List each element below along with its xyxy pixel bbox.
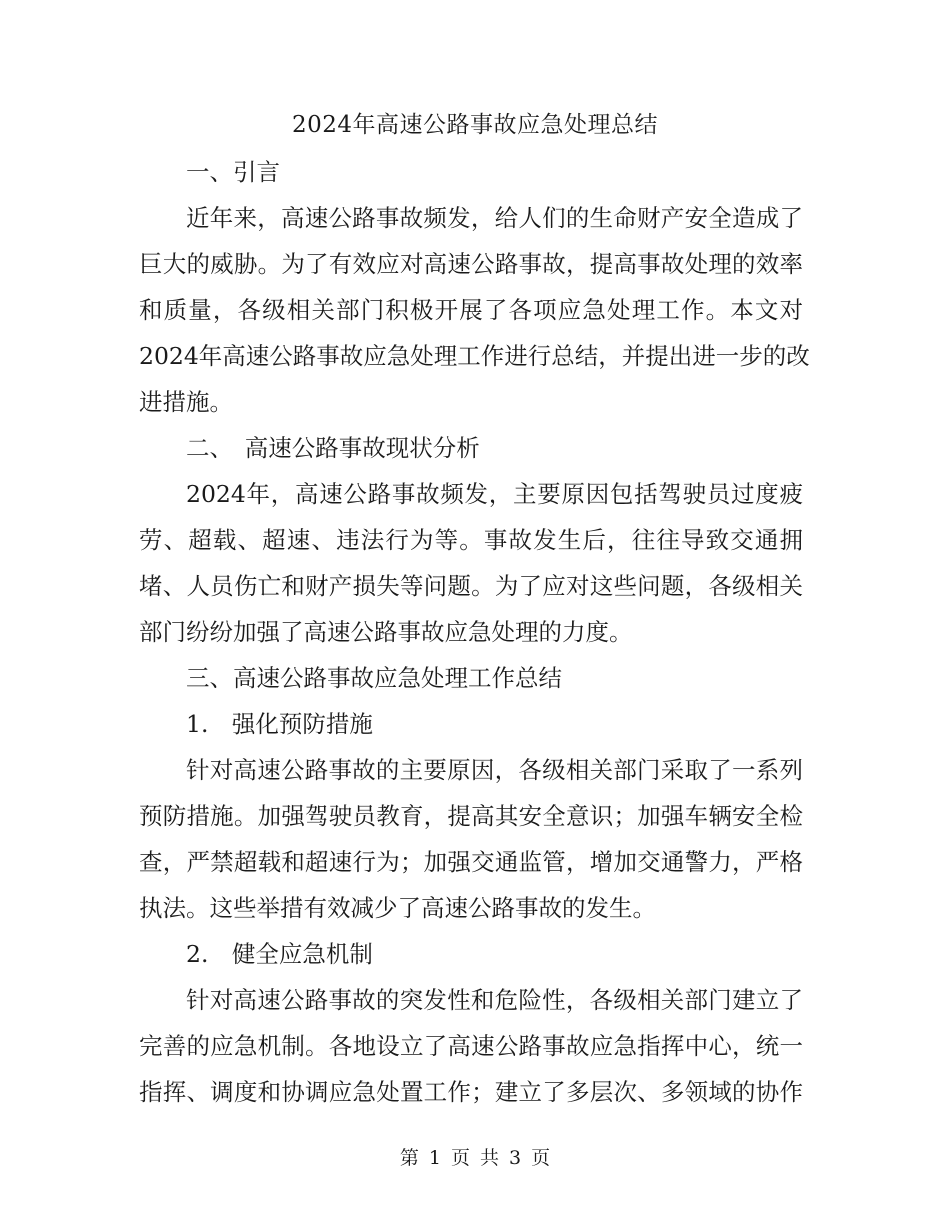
paragraph-line: 2024年高速公路事故应急处理工作进行总结，并提出进一步的改	[139, 342, 810, 370]
paragraph-line: 劳、超载、超速、违法行为等。事故发生后，往往导致交通拥	[139, 526, 803, 554]
subsection-heading-emergency-mechanism: 2. 健全应急机制	[186, 940, 373, 968]
paragraph-line: 针对高速公路事故的主要原因，各级相关部门采取了一系列	[186, 756, 803, 784]
document-body	[139, 149, 810, 1115]
subsection-heading-prevention: 1. 强化预防措施	[186, 710, 373, 738]
section-heading-status-analysis: 二、 高速公路事故现状分析	[186, 434, 480, 462]
section-heading-work-summary: 三、高速公路事故应急处理工作总结	[186, 664, 562, 692]
paragraph-line: 巨大的威胁。为了有效应对高速公路事故，提高事故处理的效率	[139, 250, 803, 278]
paragraph-line: 和质量，各级相关部门积极开展了各项应急处理工作。本文对	[139, 296, 803, 324]
paragraph-line: 查，严禁超载和超速行为；加强交通监管，增加交通警力，严格	[139, 848, 803, 876]
section-heading-introduction: 一、引言	[186, 158, 280, 186]
paragraph-line: 堵、人员伤亡和财产损失等问题。为了应对这些问题，各级相关	[139, 572, 803, 600]
page-number-footer: 第 1 页 共 3 页	[399, 1147, 551, 1169]
paragraph-line: 指挥、调度和协调应急处置工作；建立了多层次、多领域的协作	[139, 1078, 803, 1106]
paragraph-line: 预防措施。加强驾驶员教育，提高其安全意识；加强车辆安全检	[139, 802, 803, 830]
paragraph-line: 进措施。	[139, 388, 233, 416]
paragraph-line: 部门纷纷加强了高速公路事故应急处理的力度。	[139, 618, 633, 646]
paragraph-line: 执法。这些举措有效减少了高速公路事故的发生。	[139, 894, 656, 922]
paragraph-line: 近年来，高速公路事故频发，给人们的生命财产安全造成了	[186, 204, 803, 232]
paragraph-line: 2024年，高速公路事故频发，主要原因包括驾驶员过度疲	[186, 480, 803, 508]
paragraph-line: 针对高速公路事故的突发性和危险性，各级相关部门建立了	[186, 986, 803, 1014]
document-title: 2024年高速公路事故应急处理总结	[291, 112, 659, 138]
paragraph-line: 完善的应急机制。各地设立了高速公路事故应急指挥中心，统一	[139, 1032, 803, 1060]
